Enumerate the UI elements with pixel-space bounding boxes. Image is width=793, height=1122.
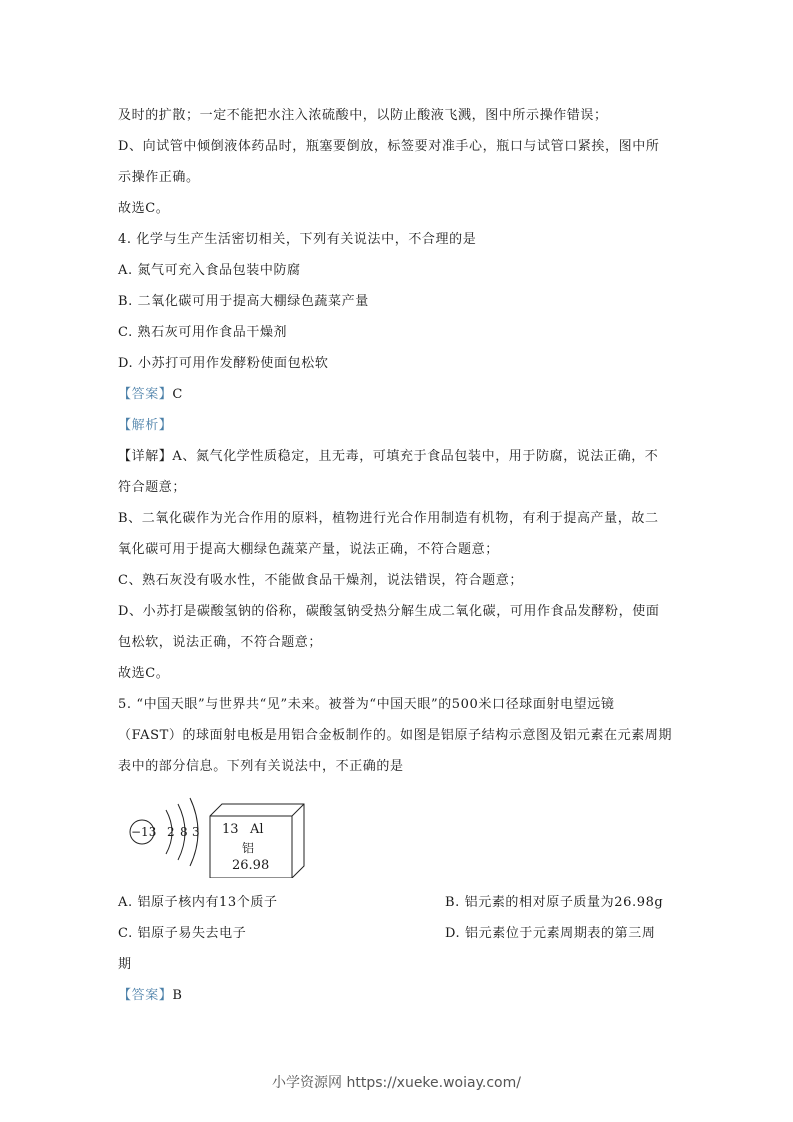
footer-watermark: 小学资源网 https://xueke.woiay.com/ xyxy=(272,1075,521,1091)
q4-option-a: A. 氮气可充入食品包装中防腐 xyxy=(118,263,301,278)
aluminum-atom-figure xyxy=(128,792,308,878)
shell-1-electrons: 2 xyxy=(167,825,175,839)
answer-label: 【答案】 xyxy=(118,988,173,1003)
detail-line: 符合题意； xyxy=(118,480,187,495)
conclusion: 故选C。 xyxy=(118,201,170,216)
answer-value: C xyxy=(172,387,183,402)
question-5-stem: 5. “中国天眼”与世界共“见”未来。被誉为“中国天眼”的500米口径球面射电望远镜 xyxy=(118,697,615,712)
atomic-number: 13 xyxy=(222,822,239,837)
q5-option-a: A. 铝原子核内有13个质子 xyxy=(118,895,278,910)
answer-value: B xyxy=(172,988,183,1003)
question-5-stem: 表中的部分信息。下列有关说法中，不正确的是 xyxy=(118,759,404,774)
text-line: 示操作正确。 xyxy=(118,170,200,185)
detail-line: B、二氧化碳作为光合作用的原料，植物进行光合作用制造有机物，有利于提高产量，故二 xyxy=(118,511,659,526)
detail-line: D、小苏打是碳酸氢钠的俗称，碳酸氢钠受热分解生成二氧化碳，可用作食品发酵粉，使面 xyxy=(118,604,660,619)
text-line: 及时的扩散；一定不能把水注入浓硫酸中，以防止酸液飞溅，图中所示操作错误； xyxy=(118,108,608,123)
element-name: 铝 xyxy=(242,841,255,855)
conclusion: 故选C。 xyxy=(118,666,170,681)
q5-option-d-wrap: 期 xyxy=(118,957,132,972)
analysis-label: 【解析】 xyxy=(118,418,173,433)
detail-line: C、熟石灰没有吸水性，不能做食品干燥剂，说法错误，符合题意； xyxy=(118,573,523,588)
shell-2-electrons: 8 xyxy=(180,825,188,839)
q4-option-c: C. 熟石灰可用作食品干燥剂 xyxy=(118,325,288,340)
detail-line xyxy=(118,449,658,465)
detail-label: 【详解】 xyxy=(118,449,173,464)
question-4-stem: 4. 化学与生产生活密切相关，下列有关说法中，不合理的是 xyxy=(118,232,477,247)
answer-label: 【答案】 xyxy=(118,387,173,402)
q4-answer xyxy=(118,387,183,403)
q5-answer xyxy=(118,988,183,1004)
element-symbol: Al xyxy=(250,822,264,837)
question-5-stem: （FAST）的球面射电板是用铝合金板制作的。如图是铝原子结构示意图及铝元素在元素周期 xyxy=(118,728,673,743)
q4-option-d: D. 小苏打可用作发酵粉使面包松软 xyxy=(118,356,329,371)
atomic-mass: 26.98 xyxy=(232,858,270,873)
text-line: D、向试管中倾倒液体药品时，瓶塞要倒放，标签要对准手心，瓶口与试管口紧挨，图中所 xyxy=(118,139,660,154)
q5-option-c: C. 铝原子易失去电子 xyxy=(118,926,247,941)
shell-3-electrons: 3 xyxy=(192,825,200,839)
q5-option-d: D. 铝元素位于元素周期表的第三周 xyxy=(445,926,656,941)
nucleus-charge: −13 xyxy=(131,825,157,839)
q4-option-b: B. 二氧化碳可用于提高大棚绿色蔬菜产量 xyxy=(118,294,369,309)
detail-line: 氧化碳可用于提高大棚绿色蔬菜产量，说法正确，不符合题意； xyxy=(118,542,499,557)
q5-option-b: B. 铝元素的相对原子质量为26.98g xyxy=(445,895,664,910)
detail-line: 包松软，说法正确，不符合题意； xyxy=(118,635,323,650)
detail-text: A、氮气化学性质稳定，且无毒，可填充于食品包装中，用于防腐，说法正确，不 xyxy=(172,449,659,464)
